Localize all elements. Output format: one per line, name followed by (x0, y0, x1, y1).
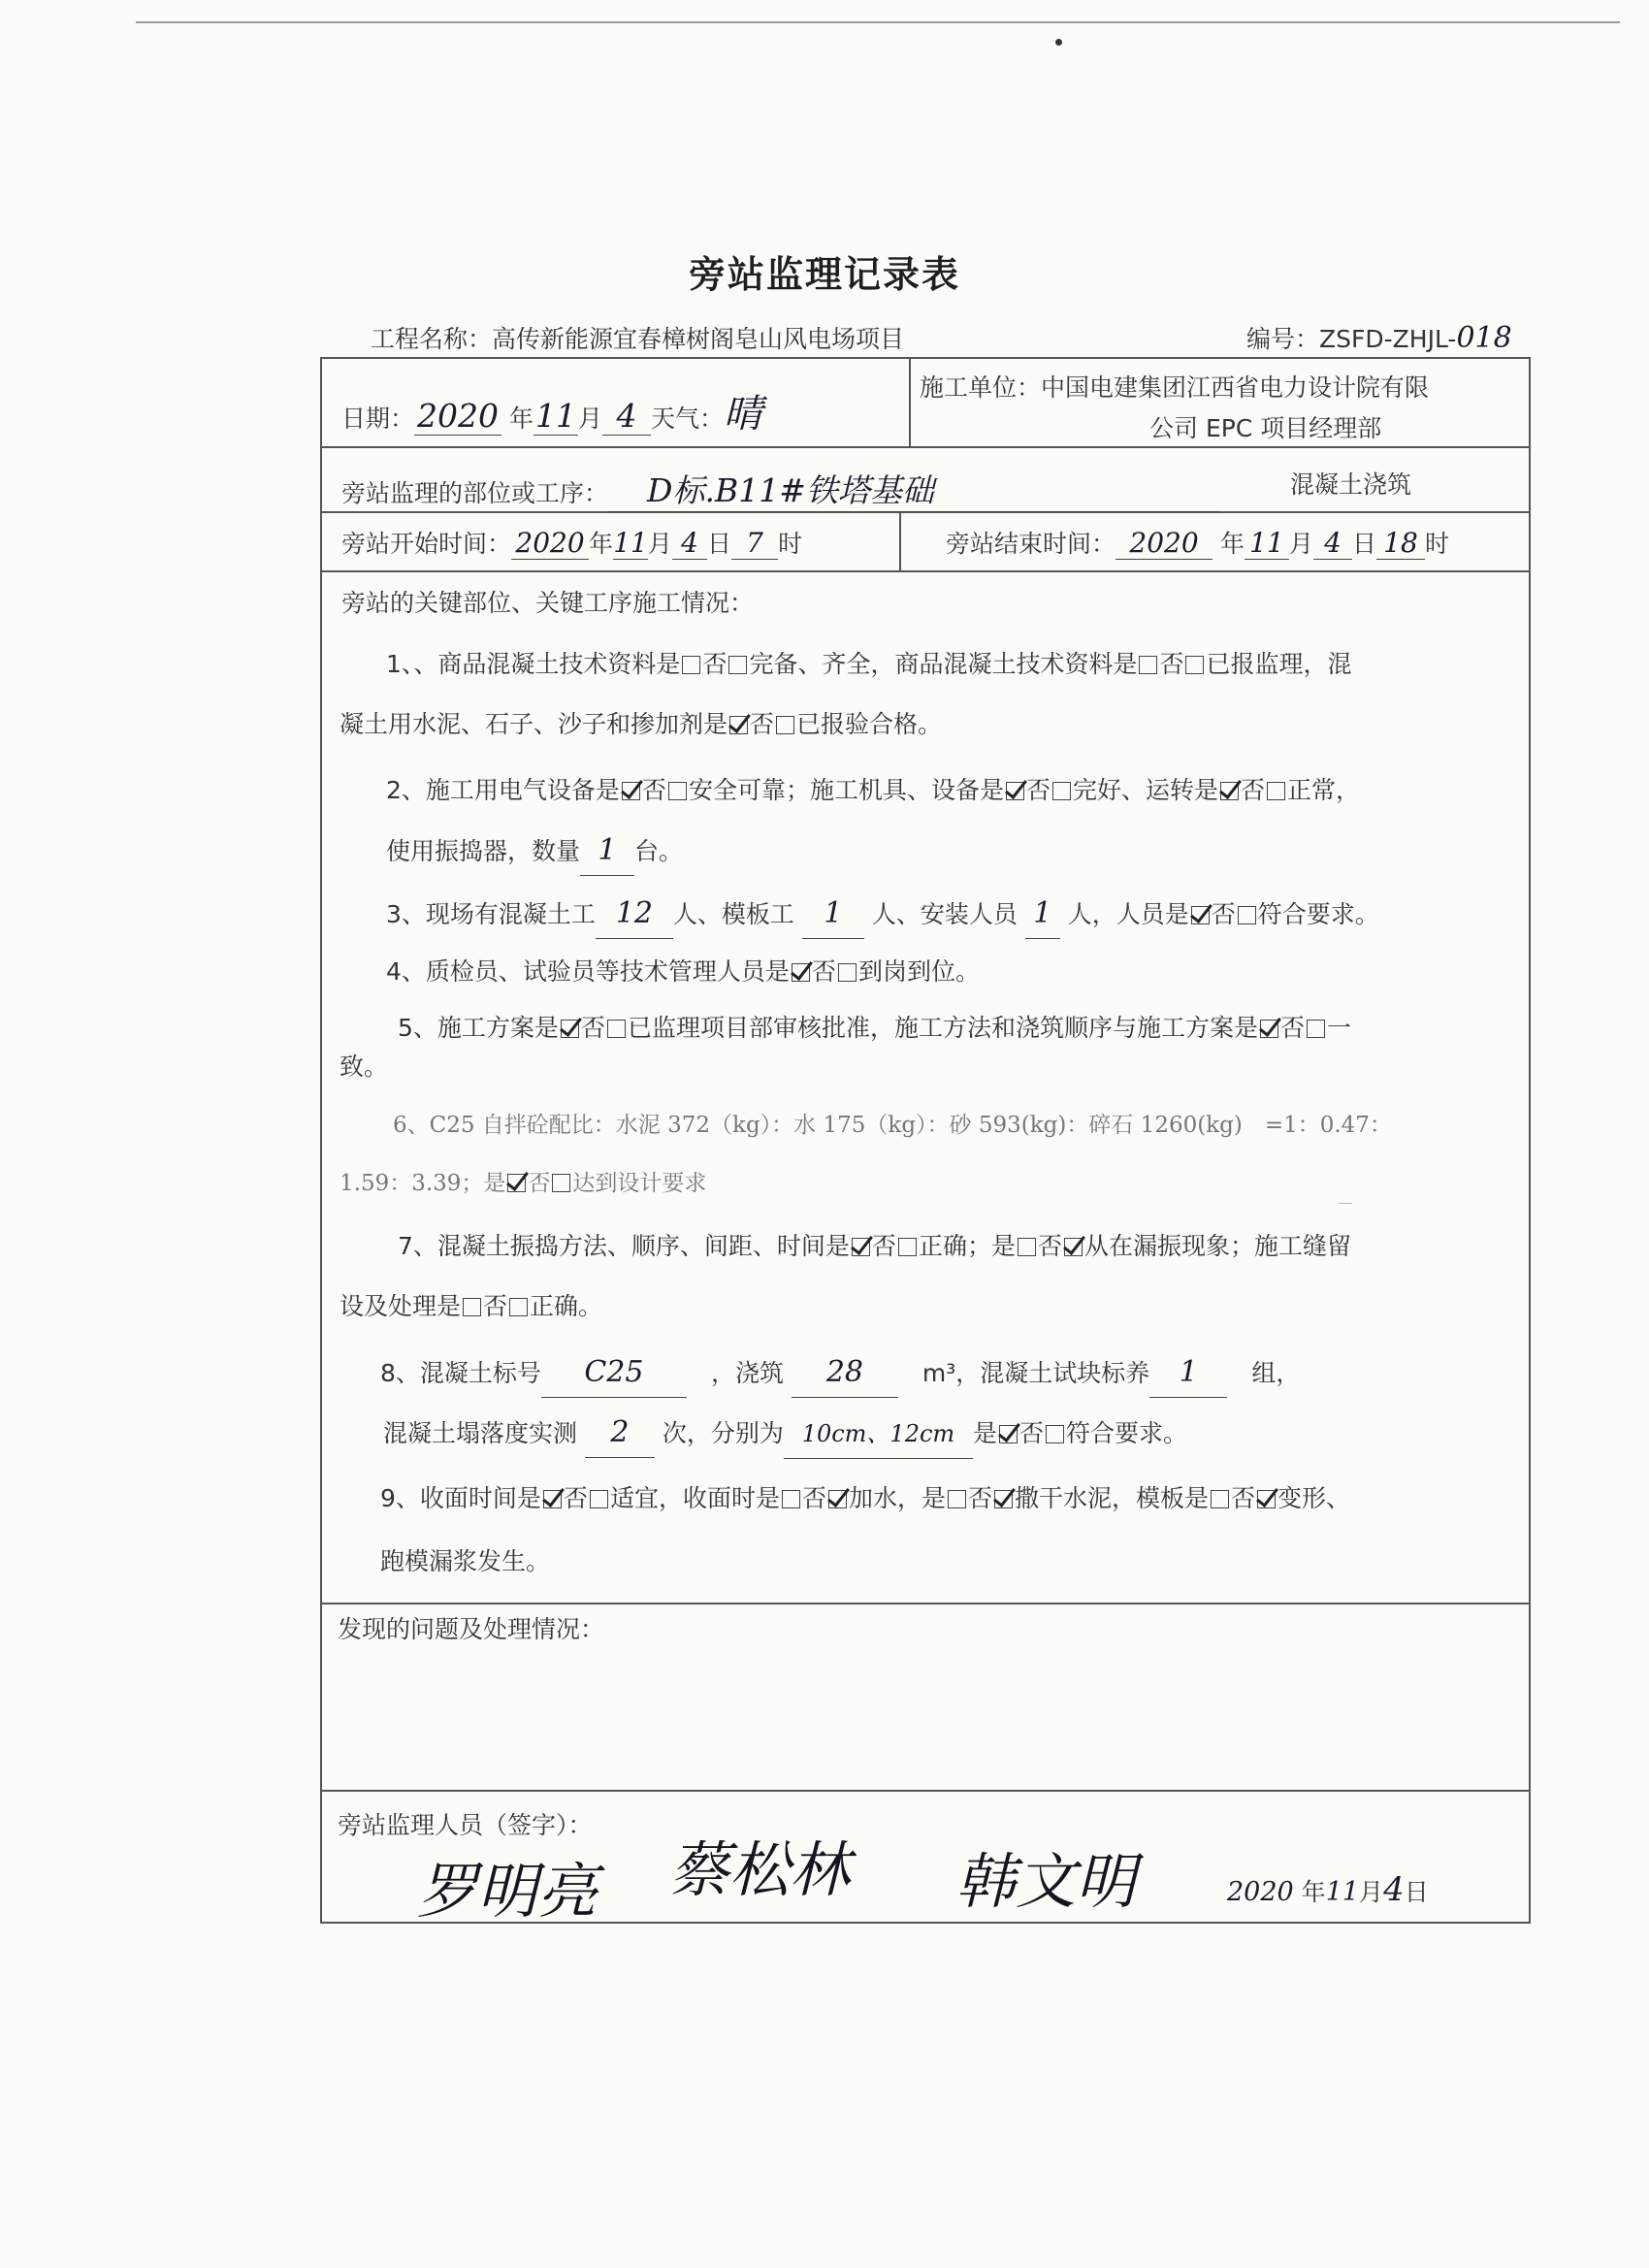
supervised-part-label: 旁站监理的部位或工序： (341, 479, 609, 507)
text: 否 (1037, 1232, 1062, 1260)
text: 次，分别为 (662, 1419, 784, 1447)
project-line (371, 320, 904, 355)
yes-checkbox[interactable] (463, 1298, 481, 1316)
weather-value: 晴 (724, 392, 763, 437)
text: 人、模板工 (672, 900, 794, 928)
contractor-label: 施工单位： (920, 373, 1042, 402)
item-3 (340, 890, 1513, 939)
yes-checkbox[interactable] (1139, 656, 1157, 674)
weather-label: 天气： (651, 405, 725, 433)
scan-speck (1055, 39, 1062, 46)
end-month: 11 (1245, 527, 1289, 560)
item-1-line1 (340, 640, 1513, 689)
unit-year: 年 (589, 530, 614, 558)
text: 加水，是 (848, 1484, 946, 1512)
yes-checkbox-checked[interactable] (561, 1020, 579, 1038)
text: 正常， (1287, 776, 1361, 804)
no-checkbox-checked[interactable] (1257, 1490, 1276, 1508)
text: 符合要求。 (1065, 1419, 1187, 1447)
date-month: 11 (534, 397, 576, 435)
start-time-label: 旁站开始时间： (341, 530, 512, 558)
no-checkbox[interactable] (898, 1238, 917, 1256)
text: 已报监理，混 (1206, 650, 1352, 678)
item-8-line2 (340, 1409, 1513, 1459)
text: 8、混凝土标号 (380, 1359, 541, 1387)
sign-date (1227, 1870, 1429, 1909)
key-heading: 旁站的关键部位、关键工序施工情况： (341, 589, 755, 617)
yes-checkbox-checked[interactable] (622, 782, 640, 800)
row-divider-3 (320, 570, 1531, 572)
no-checkbox[interactable] (838, 963, 857, 982)
item-2-line2 (340, 826, 1513, 876)
text: 设及处理是 (340, 1292, 462, 1320)
yes-checkbox-checked[interactable] (852, 1238, 870, 1256)
text: 撒干水泥，模板是 (1015, 1484, 1210, 1512)
text: 否 (641, 776, 666, 804)
text: 人、安装人员 (871, 900, 1018, 928)
text: 达到设计要求 (572, 1171, 707, 1196)
yes-checkbox-checked[interactable] (543, 1490, 562, 1508)
sign-label: 旁站监理人员（签字）： (338, 1811, 593, 1839)
text: 9、收面时间是 (380, 1484, 541, 1512)
start-hour: 7 (731, 527, 778, 560)
text: 7、混凝土振捣方法、顺序、间距、时间是 (398, 1232, 850, 1260)
text: 从在漏振现象；施工缝留 (1083, 1232, 1351, 1260)
no-checkbox[interactable] (1052, 782, 1071, 800)
year-unit: 年 (1301, 1878, 1326, 1906)
yes-checkbox[interactable] (1211, 1490, 1229, 1508)
item-4 (340, 948, 1513, 996)
item-9-line2: 跑模漏浆发生。 (380, 1547, 551, 1575)
pour-volume: 28 (792, 1348, 898, 1398)
date-label: 日期： (341, 405, 415, 433)
no-checkbox-checked[interactable] (1064, 1238, 1083, 1256)
slump-tests: 2 (585, 1409, 655, 1458)
unit-month: 月 (1288, 530, 1313, 558)
no-checkbox[interactable] (1046, 1425, 1064, 1443)
concrete-workers: 12 (596, 890, 673, 939)
no-checkbox[interactable] (1185, 656, 1204, 674)
text: 正确；是 (918, 1232, 1016, 1260)
item-7-line1 (340, 1222, 1513, 1271)
installers: 1 (1025, 890, 1060, 939)
start-month: 11 (613, 527, 648, 559)
no-checkbox[interactable] (1307, 1020, 1325, 1038)
code-value: 018 (1456, 321, 1512, 355)
text: ，浇筑 (710, 1359, 784, 1387)
text: 台。 (634, 837, 684, 865)
col-divider-1 (909, 357, 911, 446)
text: 否 (563, 1484, 588, 1512)
text: 否 (528, 1171, 551, 1196)
item-7-line2 (340, 1282, 1513, 1331)
end-hour: 18 (1376, 527, 1425, 560)
sign-month: 11 (1325, 1877, 1360, 1907)
item-6-line1: 6、C25 自拌砼配比：水泥 372（kg）：水 175（kg）：砂 593(kg)：碎石 1260(kg) =1：0.47： (393, 1113, 1392, 1138)
text: 完好、运转是 (1072, 776, 1218, 804)
no-checkbox[interactable] (1238, 906, 1256, 924)
no-checkbox-checked[interactable] (994, 1490, 1013, 1508)
supervised-part-field (341, 466, 1219, 512)
scan-edge-line (136, 21, 1620, 23)
text: 一 (1326, 1014, 1351, 1042)
date-day: 4 (602, 397, 651, 436)
project-label: 工程名称： (371, 325, 493, 353)
yes-checkbox-checked[interactable] (1191, 906, 1210, 924)
text: 否 (1211, 900, 1236, 928)
yes-checkbox-checked[interactable] (1006, 782, 1024, 800)
text: 符合要求。 (1257, 900, 1379, 928)
text: 4、质检员、试验员等技术管理人员是 (386, 957, 790, 986)
text: 否 (580, 1014, 605, 1042)
test-block-groups: 1 (1149, 1348, 1227, 1398)
supervised-part-suffix: 混凝土浇筑 (1290, 470, 1412, 499)
code-label: 编号：ZSFD-ZHJL- (1246, 325, 1457, 353)
signature-1: 罗明亮 (417, 1856, 598, 1927)
item-1-line2 (340, 700, 1513, 749)
signature-3: 韩文明 (955, 1846, 1137, 1917)
no-checkbox[interactable] (607, 1020, 626, 1038)
text: 是 (972, 1419, 997, 1447)
yes-checkbox[interactable] (782, 1490, 800, 1508)
row-divider-5 (320, 1790, 1531, 1792)
text: 否 (1025, 776, 1051, 804)
sign-day: 4 (1383, 1870, 1405, 1909)
text: 否 (811, 957, 836, 986)
unit-hour: 时 (778, 530, 803, 558)
no-checkbox[interactable] (776, 716, 794, 734)
text: 否 (1159, 650, 1184, 678)
text: 到岗到位。 (857, 957, 980, 986)
unit-hour: 时 (1425, 530, 1450, 558)
text: 人，人员是 (1067, 900, 1189, 928)
signature-2: 蔡松林 (669, 1834, 851, 1905)
text: 3、现场有混凝土工 (386, 900, 596, 928)
slump-values: 10cm、12cm (784, 1409, 973, 1459)
date-year: 2020 (414, 397, 501, 436)
sign-year: 2020 (1227, 1877, 1294, 1907)
text: 正确。 (530, 1292, 603, 1320)
item-2-line1 (340, 766, 1513, 815)
yes-checkbox-checked[interactable] (1220, 782, 1239, 800)
contractor-field (920, 369, 1429, 404)
text: 适宜，收面时是 (609, 1484, 780, 1512)
text: 2、施工用电气设备是 (386, 776, 620, 804)
year-unit: 年 (508, 405, 534, 433)
text: 否 (483, 1292, 508, 1320)
end-year: 2020 (1116, 527, 1212, 560)
text: 否 (801, 1484, 826, 1512)
no-checkbox[interactable] (590, 1490, 608, 1508)
row-divider-1 (320, 446, 1531, 448)
end-day: 4 (1313, 527, 1352, 560)
item-9-line1 (340, 1474, 1513, 1523)
row-divider-4 (320, 1603, 1531, 1604)
month-unit: 月 (577, 405, 602, 433)
text: 否 (750, 710, 775, 738)
text: 否 (1231, 1484, 1256, 1512)
yes-checkbox-checked[interactable] (1260, 1020, 1278, 1038)
text: 否 (1240, 776, 1265, 804)
yes-checkbox[interactable] (1018, 1238, 1036, 1256)
month-unit: 月 (1359, 1878, 1384, 1906)
unit-day: 日 (1352, 530, 1377, 558)
text: 变形、 (1277, 1484, 1351, 1512)
text: 完备、齐全，商品混凝土技术资料是 (749, 650, 1138, 678)
yes-checkbox-checked[interactable] (999, 1425, 1018, 1443)
yes-checkbox-checked[interactable] (729, 716, 748, 734)
text: 1、、商品混凝土技术资料是 (386, 650, 681, 678)
supervised-part-value: D标.B11#铁塔基础 (608, 466, 1219, 512)
yes-checkbox-checked[interactable] (507, 1174, 526, 1192)
item-8-line1 (340, 1348, 1513, 1398)
text: 混凝土塌落度实测 (383, 1419, 578, 1447)
end-time-field (946, 525, 1449, 560)
text: 否 (1279, 1014, 1305, 1042)
no-checkbox[interactable] (509, 1298, 528, 1316)
yes-checkbox-checked[interactable] (792, 963, 810, 982)
text: 组， (1251, 1359, 1301, 1387)
item-5-line2: 致。 (340, 1053, 389, 1081)
col-divider-2 (899, 511, 901, 570)
text: 否 (1018, 1419, 1044, 1447)
start-day: 4 (672, 527, 707, 560)
yes-checkbox[interactable] (948, 1490, 966, 1508)
text: m³，混凝土试块标养 (922, 1359, 1150, 1387)
no-checkbox[interactable] (728, 656, 747, 674)
no-checkbox[interactable] (668, 782, 687, 800)
no-checkbox[interactable] (552, 1174, 570, 1192)
formwork-workers: 1 (802, 890, 864, 939)
text: 5、施工方案是 (398, 1014, 559, 1042)
start-time-field (341, 525, 802, 560)
problems-label: 发现的问题及处理情况： (338, 1615, 605, 1643)
project-name: 高传新能源宜春樟树阁皂山风电场项目 (492, 325, 905, 353)
yes-checkbox[interactable] (682, 656, 700, 674)
no-checkbox[interactable] (1267, 782, 1285, 800)
day-unit: 日 (1404, 1878, 1429, 1906)
text: 1.59：3.39；是 (340, 1171, 506, 1196)
text: 已报验合格。 (796, 710, 943, 738)
concrete-grade: C25 (541, 1348, 687, 1398)
page-title: 旁站监理记录表 (688, 253, 960, 296)
start-year: 2020 (511, 527, 589, 560)
unit-month: 月 (648, 530, 673, 558)
no-checkbox-checked[interactable] (828, 1490, 847, 1508)
end-time-label: 旁站结束时间： (946, 530, 1116, 558)
text: 凝土用水泥、石子、沙子和掺加剂是 (340, 710, 728, 738)
contractor-line1: 中国电建集团江西省电力设计院有限 (1041, 373, 1430, 402)
code-line (1246, 320, 1512, 355)
unit-day: 日 (707, 530, 732, 558)
contractor-line2: 公司 EPC 项目经理部 (1149, 414, 1382, 442)
unit-year: 年 (1219, 530, 1245, 558)
date-weather-field (341, 383, 762, 438)
text: 否 (702, 650, 728, 678)
item-6-line2 (340, 1159, 1513, 1208)
text: 使用振捣器，数量 (386, 837, 581, 865)
scan-speck (1339, 1203, 1352, 1204)
vibrator-qty: 1 (580, 826, 634, 876)
text: 否 (871, 1232, 896, 1260)
text: 否 (967, 1484, 992, 1512)
text: 已监理项目部审核批准，施工方法和浇筑顺序与施工方案是 (627, 1014, 1258, 1042)
text: 安全可靠；施工机具、设备是 (688, 776, 1004, 804)
